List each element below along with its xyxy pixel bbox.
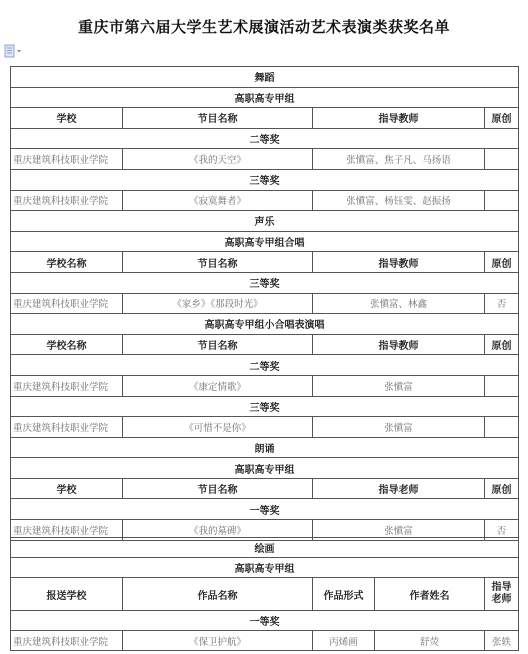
cell-teacher: 张愼富、林鑫 xyxy=(313,293,485,314)
col-header-original: 原创 xyxy=(485,108,519,129)
cell-program: 《我的天空》 xyxy=(123,149,313,170)
cell-school: 重庆建筑科技职业学院 xyxy=(11,293,123,314)
cell-original xyxy=(485,190,519,211)
chevron-down-icon xyxy=(17,50,21,53)
prize-row xyxy=(11,128,519,149)
col-header-original: 原创 xyxy=(485,478,519,499)
col-header-school: 学校 xyxy=(11,478,123,499)
prize-label: 一等奖 xyxy=(11,611,519,631)
category-label: 绘画 xyxy=(11,538,519,558)
cell-teacher: 张轶 xyxy=(485,631,519,651)
col-header-school: 学校 xyxy=(11,108,123,129)
col-header-teacher: 指导教师 xyxy=(313,252,485,273)
cell-program: 《我的墓碑》 xyxy=(123,520,313,541)
cell-teacher: 张愼富、焦子凡、马扬语 xyxy=(313,149,485,170)
document-icon[interactable] xyxy=(4,44,22,58)
cell-original: 否 xyxy=(485,520,519,541)
col-header-form: 作品形式 xyxy=(313,578,375,611)
cell-school: 重庆建筑科技职业学院 xyxy=(11,631,123,651)
col-header-program: 节目名称 xyxy=(123,478,313,499)
prize-label: 三等奖 xyxy=(11,396,519,417)
cell-author: 舒荧 xyxy=(375,631,485,651)
col-header-program: 节目名称 xyxy=(123,252,313,273)
prize-row xyxy=(11,499,519,520)
group-label: 高职高专甲组 xyxy=(11,558,519,578)
prize-label: 三等奖 xyxy=(11,169,519,190)
header-row xyxy=(11,108,519,129)
table-row xyxy=(11,293,519,314)
col-header-school: 学校名称 xyxy=(11,252,123,273)
col-header-original: 原创 xyxy=(485,334,519,355)
group-label: 高职高专甲组 xyxy=(11,87,519,108)
col-header-author: 作者姓名 xyxy=(375,578,485,611)
cell-original xyxy=(485,375,519,396)
category-row-painting xyxy=(11,538,519,558)
awards-table-painting xyxy=(10,537,519,651)
prize-row xyxy=(11,355,519,376)
cell-program: 《可惜不是你》 xyxy=(123,417,313,438)
group-label: 高职高专甲组小合唱表演唱 xyxy=(11,314,519,335)
col-header-teacher: 指导教师 xyxy=(313,334,485,355)
prize-label: 一等奖 xyxy=(11,499,519,520)
category-label: 舞蹈 xyxy=(11,67,519,88)
cell-school: 重庆建筑科技职业学院 xyxy=(11,520,123,541)
awards-table-performance xyxy=(10,66,519,541)
col-header-school: 报送学校 xyxy=(11,578,123,611)
category-label: 朗诵 xyxy=(11,437,519,458)
col-header-original: 原创 xyxy=(485,252,519,273)
category-label: 声乐 xyxy=(11,211,519,232)
table-row xyxy=(11,631,519,651)
cell-teacher: 张愼富 xyxy=(313,520,485,541)
prize-row xyxy=(11,396,519,417)
category-row-recital xyxy=(11,437,519,458)
prize-row xyxy=(11,611,519,631)
cell-original: 否 xyxy=(485,293,519,314)
cell-school: 重庆建筑科技职业学院 xyxy=(11,375,123,396)
cell-original xyxy=(485,149,519,170)
col-header-program: 节目名称 xyxy=(123,334,313,355)
cell-program: 《家乡》《那段时光》 xyxy=(123,293,313,314)
prize-label: 三等奖 xyxy=(11,272,519,293)
page-title: 重庆市第六届大学生艺术展演活动艺术表演类获奖名单 xyxy=(77,18,450,36)
cell-original xyxy=(485,417,519,438)
prize-label: 二等奖 xyxy=(11,355,519,376)
col-header-teacher: 指导老师 xyxy=(313,478,485,499)
cell-school: 重庆建筑科技职业学院 xyxy=(11,149,123,170)
cell-teacher: 张愼富 xyxy=(313,417,485,438)
table-row xyxy=(11,190,519,211)
cell-school: 重庆建筑科技职业学院 xyxy=(11,190,123,211)
col-header-teacher: 指导教师 xyxy=(313,108,485,129)
group-row xyxy=(11,314,519,335)
group-label: 高职高专甲组合唱 xyxy=(11,231,519,252)
cell-work: 《保卫护航》 xyxy=(123,631,313,651)
prize-row xyxy=(11,169,519,190)
prize-label: 二等奖 xyxy=(11,128,519,149)
col-header-program: 节目名称 xyxy=(123,108,313,129)
category-row-dance xyxy=(11,67,519,88)
cell-school: 重庆建筑科技职业学院 xyxy=(11,417,123,438)
table-row xyxy=(11,375,519,396)
cell-form: 丙烯画 xyxy=(313,631,375,651)
group-row xyxy=(11,87,519,108)
table-row xyxy=(11,149,519,170)
table-row xyxy=(11,417,519,438)
cell-teacher: 张愼富 xyxy=(313,375,485,396)
col-header-work: 作品名称 xyxy=(123,578,313,611)
header-row xyxy=(11,578,519,611)
cell-teacher: 张愼富、杨钰雯、赵振扬 xyxy=(313,190,485,211)
col-header-teacher: 指导老师 xyxy=(485,578,519,611)
header-row xyxy=(11,478,519,499)
group-row xyxy=(11,458,519,479)
header-row xyxy=(11,252,519,273)
col-header-school: 学校名称 xyxy=(11,334,123,355)
cell-program: 《寂寞舞者》 xyxy=(123,190,313,211)
category-row-vocal xyxy=(11,211,519,232)
group-row xyxy=(11,558,519,578)
cell-program: 《康定情歌》 xyxy=(123,375,313,396)
group-label: 高职高专甲组 xyxy=(11,458,519,479)
group-row xyxy=(11,231,519,252)
prize-row xyxy=(11,272,519,293)
header-row xyxy=(11,334,519,355)
